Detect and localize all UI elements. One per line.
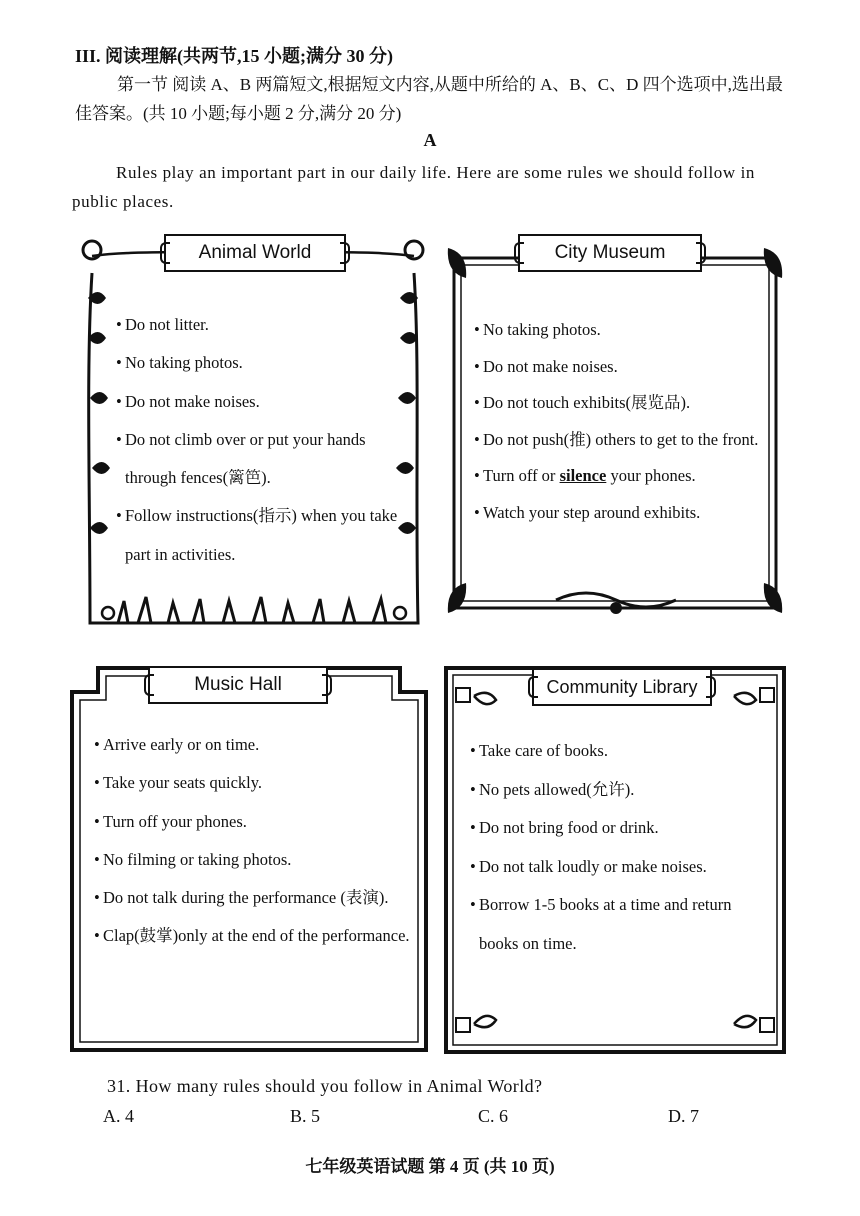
- rule-item: • Follow instructions(指示) when you take part in activities.: [116, 497, 406, 574]
- rule-item: • Do not make noises.: [474, 349, 774, 386]
- rule-item: • Do not climb over or put your hands through fences(篱笆).: [116, 421, 406, 498]
- city-museum-rules: [474, 312, 774, 531]
- rule-item: • Take care of books.: [470, 732, 772, 771]
- animal-world-title: Animal World: [164, 234, 346, 272]
- community-library-panel: [444, 666, 786, 1054]
- rule-item: • Take your seats quickly.: [94, 764, 416, 802]
- music-hall-panel: [68, 662, 430, 1056]
- rule-item: • Arrive early or on time.: [94, 726, 416, 764]
- city-museum-title: City Museum: [518, 234, 702, 272]
- community-library-title: Community Library: [532, 668, 712, 706]
- page-footer: 七年级英语试题 第 4 页 (共 10 页): [305, 1157, 555, 1176]
- option-b[interactable]: B. 5: [290, 1106, 321, 1126]
- rule-item: • Do not talk loudly or make noises.: [470, 848, 772, 887]
- rule-item: • Do not litter.: [116, 306, 406, 344]
- option-d[interactable]: D. 7: [668, 1106, 699, 1126]
- animal-world-panel: [78, 228, 430, 638]
- rule-item: • No taking photos.: [116, 344, 406, 382]
- rule-item: • Do not make noises.: [116, 383, 406, 421]
- rule-item: • No taking photos.: [474, 312, 774, 349]
- rule-item: • Turn off your phones.: [94, 803, 416, 841]
- rule-item: • Watch your step around exhibits.: [474, 495, 774, 532]
- music-hall-rules: [94, 726, 416, 956]
- rule-item: • No pets allowed(允许).: [470, 771, 772, 810]
- rule-item: • Do not touch exhibits(展览品).: [474, 385, 774, 422]
- option-c[interactable]: C. 6: [478, 1106, 509, 1126]
- option-a[interactable]: A. 4: [103, 1106, 134, 1126]
- community-library-rules: [470, 732, 772, 963]
- animal-world-rules: [116, 306, 406, 574]
- rule-item-silence: • Turn off or silence your phones.: [474, 458, 774, 495]
- rule-item: • Do not talk during the performance (表演).: [94, 879, 416, 917]
- question-31: 31. How many rules should you follow in Animal World?: [107, 1076, 543, 1096]
- underlined-word: silence: [559, 466, 607, 485]
- rule-item: • Do not bring food or drink.: [470, 809, 772, 848]
- rule-item: • Clap(鼓掌)only at the end of the performance.: [94, 917, 416, 955]
- rule-item: • No filming or taking photos.: [94, 841, 416, 879]
- rule-item: • Borrow 1-5 books at a time and return books on time.: [470, 886, 772, 963]
- city-museum-panel: [446, 228, 784, 628]
- rule-item: • Do not push(推) others to get to the front.: [474, 422, 774, 459]
- passage-letter: A: [423, 130, 437, 150]
- music-hall-title: Music Hall: [148, 666, 328, 704]
- section-heading: III. 阅读理解(共两节,15 小题;满分 30 分): [75, 46, 393, 66]
- passage-intro: Rules play an important part in our daily life. Here are some rules we should follow in public places.: [72, 163, 756, 211]
- section-instruction: 第一节 阅读 A、B 两篇短文,根据短文内容,从题中所给的 A、B、C、D 四个选项中,选出最佳答案。(共 10 小题;每小题 2 分,满分 20 分): [75, 75, 783, 123]
